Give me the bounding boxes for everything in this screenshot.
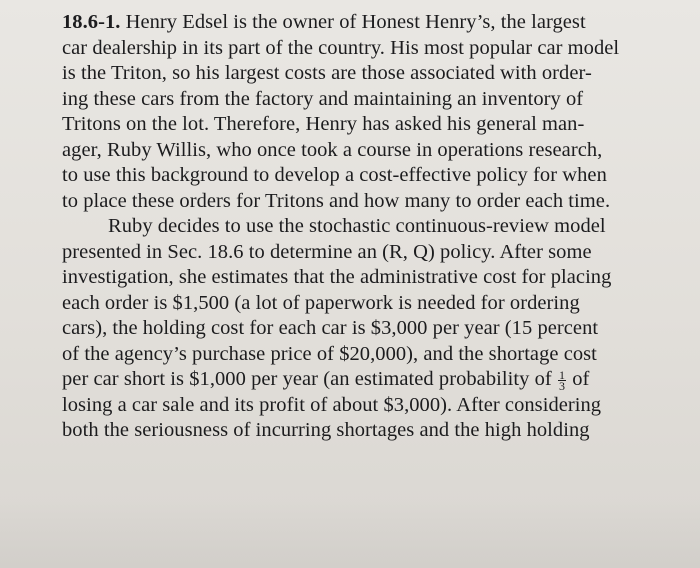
problem-text: [62, 10, 692, 444]
text-line: [62, 367, 692, 393]
text-line: Tritons on the lot. Therefore, Henry has asked his general man-: [62, 113, 585, 135]
text-line: to place these orders for Tritons and how many to order each time.: [62, 189, 611, 212]
text-line: ager, Ruby Willis, who once took a course in operations research,: [62, 138, 603, 161]
text-segment: per car short is $1,000 per year (an estimated probability of: [62, 368, 557, 390]
fraction-denominator: 3: [558, 378, 566, 393]
text-line: ing these cars from the factory and maintaining an inventory of: [62, 87, 584, 110]
paragraph-start-line: Ruby decides to use the stochastic continuous-review model: [108, 215, 606, 237]
text-line: each order is $1,500 (a lot of paperwork is needed for ordering: [62, 291, 580, 314]
text-line: is the Triton, so his largest costs are those associated with order-: [62, 62, 592, 84]
text-line: both the seriousness of incurring shortages and the high holding: [62, 419, 590, 441]
text-line: presented in Sec. 18.6 to determine an (R, Q) policy. After some: [62, 240, 592, 263]
text-line: [62, 10, 692, 36]
text-segment: Henry Edsel is the owner of Honest Henry’s, the largest: [120, 11, 586, 33]
text-line: investigation, she estimates that the administrative cost for placing: [62, 266, 612, 288]
fraction-numerator: 1: [558, 367, 566, 382]
problem-number: 18.6-1.: [62, 11, 121, 33]
text-segment: of: [567, 368, 590, 390]
text-line: to use this background to develop a cost-effective policy for when: [62, 164, 607, 186]
text-line: cars), the holding cost for each car is $3,000 per year (15 percent: [62, 317, 599, 339]
page-shadow: [0, 500, 700, 568]
text-line: of the agency’s purchase price of $20,000), and the shortage cost: [62, 342, 597, 365]
text-line: losing a car sale and its profit of about $3,000). After considering: [62, 393, 602, 416]
text-line: car dealership in its part of the country. His most popular car model: [62, 36, 620, 59]
fraction-one-third: [558, 367, 566, 393]
